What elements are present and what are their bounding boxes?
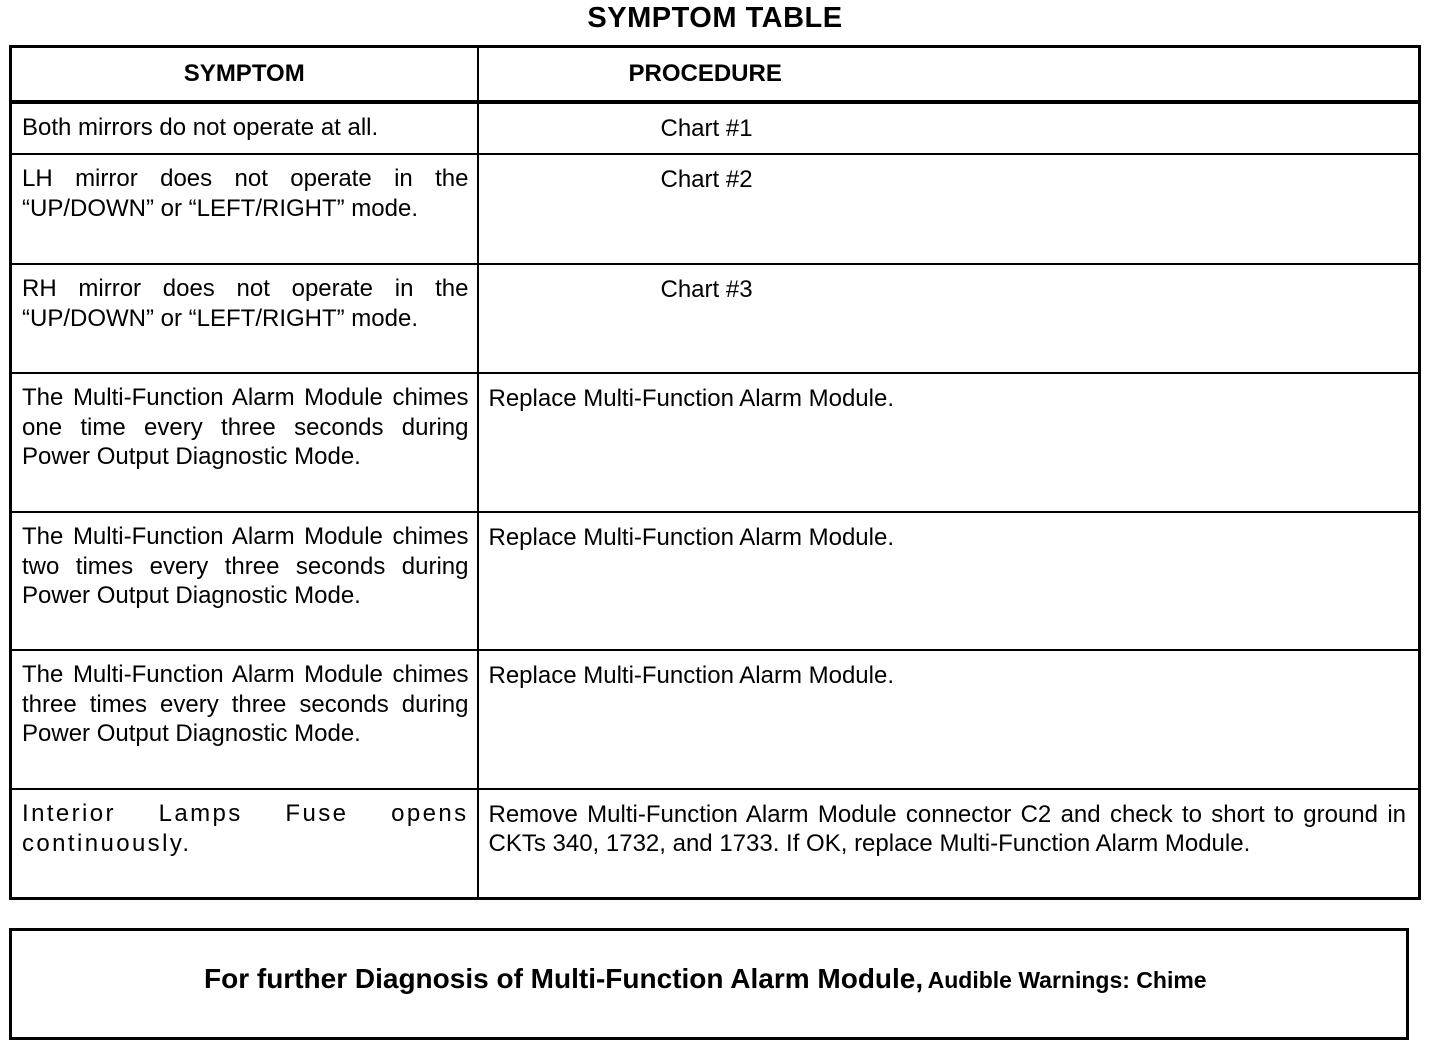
procedure-cell: Chart #3 [478, 264, 1420, 373]
table-row [11, 102, 1420, 154]
table-row [11, 789, 1420, 898]
procedure-cell: Chart #1 [478, 102, 1420, 154]
table-row [11, 512, 1420, 650]
table-row [11, 154, 1420, 264]
procedure-cell: Remove Multi-Function Alarm Module connector C2 and check to short to ground in CKTs 340, 1732, and 1733. If OK, replace Multi-Function Alarm Module. [478, 789, 1420, 898]
column-header-symptom: SYMPTOM [11, 47, 478, 103]
symptom-table [9, 45, 1421, 900]
procedure-cell: Chart #2 [478, 154, 1420, 264]
note-text [204, 963, 1207, 995]
symptom-cell: Both mirrors do not operate at all. [11, 102, 478, 154]
symptom-cell: Interior Lamps Fuse opens continuously. [11, 789, 478, 898]
symptom-cell: LH mirror does not operate in the “UP/DOWN” or “LEFT/RIGHT” mode. [11, 154, 478, 264]
symptom-cell: RH mirror does not operate in the “UP/DOWN” or “LEFT/RIGHT” mode. [11, 264, 478, 373]
table-row [11, 264, 1420, 373]
note-reference: Audible Warnings: Chime [927, 967, 1207, 993]
table-row [11, 650, 1420, 789]
further-diagnosis-note [9, 928, 1409, 1040]
procedure-cell: Replace Multi-Function Alarm Module. [478, 650, 1420, 789]
symptom-cell: The Multi-Function Alarm Module chimes one time every three seconds during Power Output Diagnostic Mode. [11, 373, 478, 512]
symptom-cell: The Multi-Function Alarm Module chimes three times every three seconds during Power Output Diagnostic Mode. [11, 650, 478, 789]
note-lead: For further Diagnosis of Multi-Function Alarm Module, [204, 963, 924, 994]
table-row [11, 373, 1420, 512]
table-header-row [11, 47, 1420, 103]
symptom-cell: The Multi-Function Alarm Module chimes two times every three seconds during Power Output Diagnostic Mode. [11, 512, 478, 650]
column-header-procedure: PROCEDURE [478, 47, 1420, 103]
page-title: SYMPTOM TABLE [587, 2, 843, 34]
procedure-cell: Replace Multi-Function Alarm Module. [478, 512, 1420, 650]
procedure-cell: Replace Multi-Function Alarm Module. [478, 373, 1420, 512]
